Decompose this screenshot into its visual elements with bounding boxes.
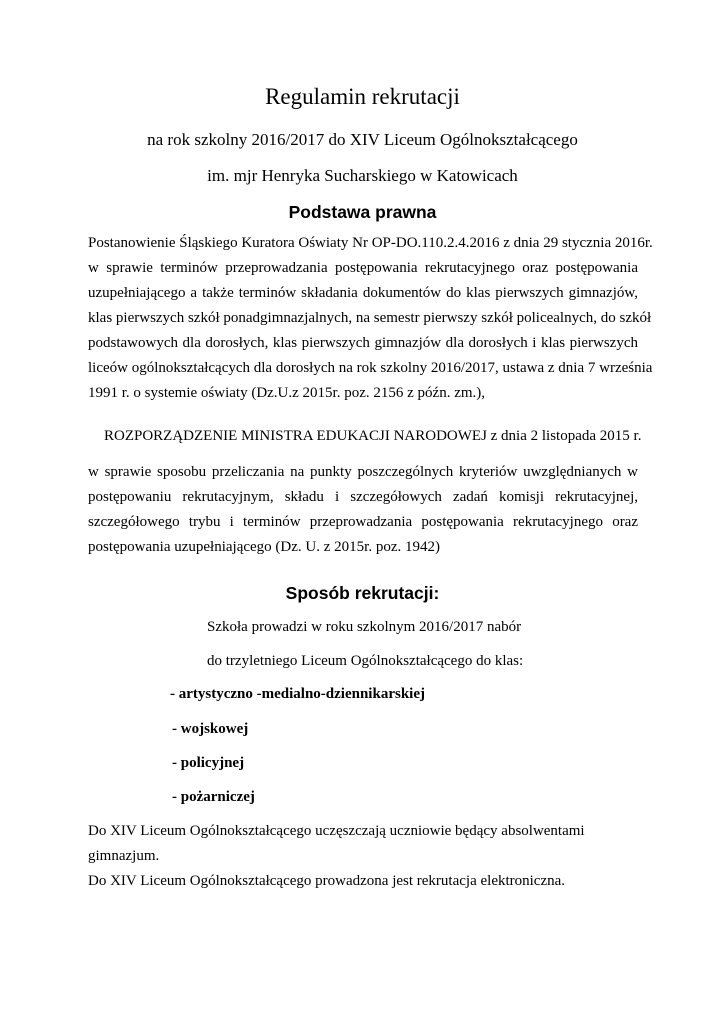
document-title: Regulamin rekrutacji: [265, 84, 460, 109]
legal-para2-line: postępowaniu rekrutacyjnym, składu i szczegółowych zadań komisji rekrutacyjnej,: [88, 489, 638, 505]
legal-para1-line: klas pierwszych szkół ponadgimnazjalnych, na semestr pierwszy szkół policealnych, do szkół: [88, 310, 652, 326]
legal-para2-line: w sprawie sposobu przeliczania na punkty poszczególnych kryteriów uwzględnianych w: [88, 464, 638, 480]
class-list-item: - artystyczno -medialno-dziennikarskiej: [170, 686, 425, 702]
legal-para1-line: Postanowienie Śląskiego Kuratora Oświaty Nr OP-DO.110.2.4.2016 z dnia 29 stycznia 2016r.: [88, 235, 653, 251]
legal-para1-line: liceów ogólnokształcących dla dorosłych na rok szkolny 2016/2017, ustawa z dnia 7 września: [88, 360, 653, 376]
subtitle-school-year: na rok szkolny 2016/2017 do XIV Liceum Ogólnokształcącego: [147, 130, 578, 149]
recruitment-method-heading: Sposób rekrutacji:: [285, 583, 440, 603]
footer-line: gimnazjum.: [88, 848, 160, 864]
subtitle-school-name: im. mjr Henryka Sucharskiego w Katowicach: [207, 166, 518, 185]
legal-para1-line: podstawowych dla dorosłych, klas pierwszych gimnazjów dla dorosłych i klas pierwszych: [88, 335, 638, 351]
legal-para2-line: szczegółowego trybu i terminów przeprowadzania postępowania rekrutacyjnego oraz: [88, 514, 638, 530]
regulation-reference: ROZPORZĄDZENIE MINISTRA EDUKACJI NARODOWEJ z dnia 2 listopada 2015 r.: [104, 428, 642, 444]
footer-line: Do XIV Liceum Ogólnokształcącego uczęszczają uczniowie będący absolwentami: [88, 823, 585, 839]
legal-basis-heading: Podstawa prawna: [288, 202, 437, 222]
class-list-item: - policyjnej: [172, 755, 245, 771]
legal-para1-line: 1991 r. o systemie oświaty (Dz.U.z 2015r. poz. 2156 z późn. zm.),: [88, 385, 486, 401]
legal-para2-line: postępowania uzupełniającego (Dz. U. z 2015r. poz. 1942): [88, 539, 440, 555]
legal-para1-line: uzupełniającego a także terminów składania dokumentów do klas pierwszych gimnazjów,: [88, 285, 638, 301]
class-list-item: - pożarniczej: [172, 789, 255, 805]
method-intro-line: Szkoła prowadzi w roku szkolnym 2016/2017 nabór: [207, 619, 522, 635]
method-intro-line: do trzyletniego Liceum Ogólnokształcącego do klas:: [207, 653, 524, 669]
class-list-item: - wojskowej: [172, 721, 249, 737]
legal-para1-line: w sprawie terminów przeprowadzania postępowania rekrutacyjnego oraz postępowania: [88, 260, 638, 276]
footer-line: Do XIV Liceum Ogólnokształcącego prowadzona jest rekrutacja elektroniczna.: [88, 873, 566, 889]
